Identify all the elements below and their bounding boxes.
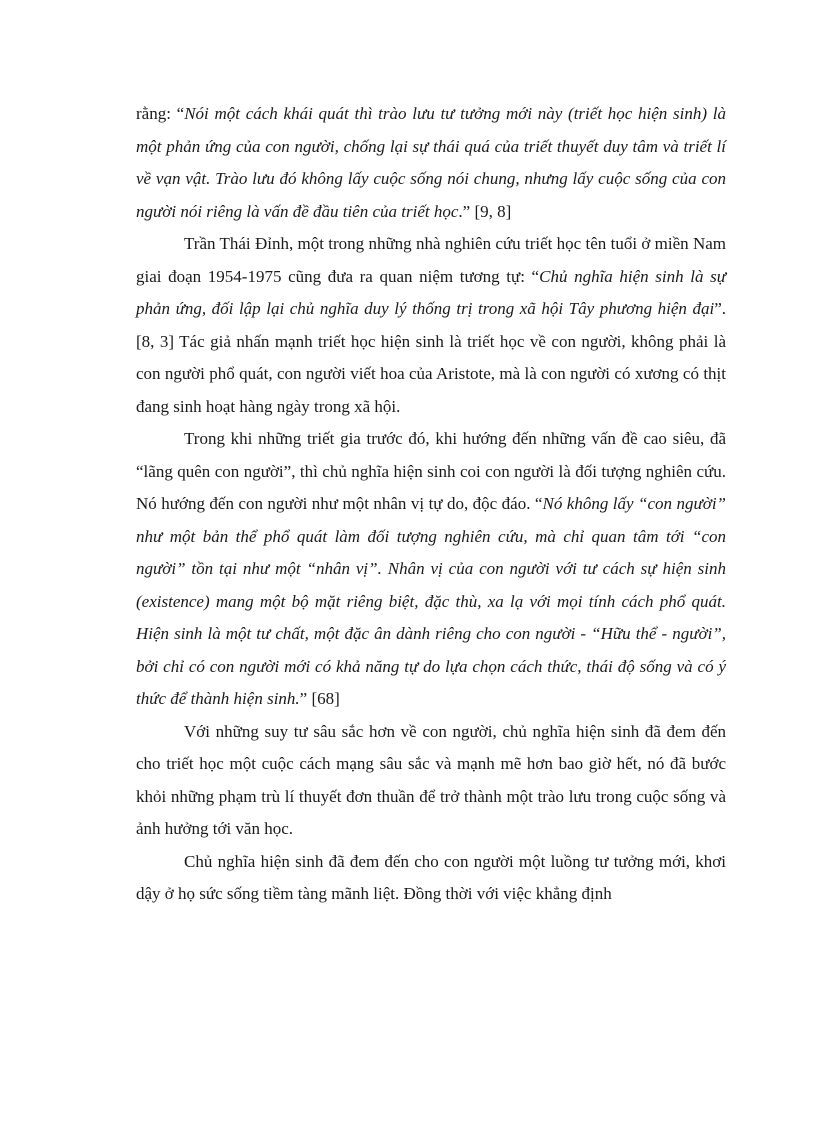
paragraph-1-quote: Nói một cách khái quát thì trào lưu tư tưởng mới này (triết học hiện sinh) là một phản ứng của con người, chống lại sự thái quá của triết thuyết duy tâm và triết lí về vạn vật. Trào lưu đó không lấy cuộc sống nói chung, nhưng lấy cuộc sống của con người nói riêng là vấn đề đầu tiên của triết học (136, 104, 726, 221)
paragraph-1-lead: rằng: “ (136, 104, 185, 123)
paragraph-1-citation: .” [9, 8] (458, 201, 512, 221)
paragraph-3-citation: ” [68] (299, 689, 340, 708)
paragraph-2 (136, 228, 726, 423)
paragraph-2-lead: Trần Thái Đỉnh, một trong những nhà nghiên cứu triết học tên tuổi ở miền Nam giai đoạn 1954-1975 cũng đưa ra quan niệm tương tự: “ (136, 234, 726, 286)
paragraph-1 (136, 98, 726, 228)
paragraph-3-lead: Trong khi những triết gia trước đó, khi hướng đến những vấn đề cao siêu, đã “lãng quên con người”, thì chủ nghĩa hiện sinh coi con người là đối tượng nghiên cứu. Nó hướng đến con người như một nhân vị tự do, độc đáo. “ (136, 429, 726, 513)
paragraph-5: Chủ nghĩa hiện sinh đã đem đến cho con người một luồng tư tưởng mới, khơi dậy ở họ sức sống tiềm tàng mãnh liệt. Đồng thời với việc khẳng định (136, 851, 726, 903)
paragraph-2-quote: Chủ nghĩa hiện sinh là sự phản ứng, đối lập lại chủ nghĩa duy lý thống trị trong xã hội Tây phương hiện đại (136, 266, 726, 318)
paragraph-2-tail: ”. [8, 3] Tác giả nhấn mạnh triết học hiện sinh là triết học về con người, không phải là con người phổ quát, con người viết hoa của Aristote, mà là con người có xương có thịt đang sinh hoạt hàng ngày trong xã hội. (136, 299, 726, 416)
body-text (136, 98, 726, 911)
paragraph-3 (136, 423, 726, 716)
paragraph-3-quote: Nó không lấy “con người” như một bản thể phổ quát làm đối tượng nghiên cứu, mà chỉ quan tâm tới “con người” tồn tại như một “nhân vị”. Nhân vị của con người với tư cách sự hiện sinh (existence) mang một bộ mặt riêng biệt, đặc thù, xa lạ với mọi tính cách phổ quát. Hiện sinh là một tư chất, một đặc ân dành riêng cho con người - “Hữu thể - người”, bởi chỉ có con người mới có khả năng tự do lựa chọn cách thức, thái độ sống và có ý thức để thành hiện sinh. (136, 494, 726, 708)
paragraph-4: Với những suy tư sâu sắc hơn về con người, chủ nghĩa hiện sinh đã đem đến cho triết học một cuộc cách mạng sâu sắc và mạnh mẽ hơn bao giờ hết, nó đã bước khỏi những phạm trù lí thuyết đơn thuần để trở thành một trào lưu trong cuộc sống và ảnh hưởng tới văn học. (136, 721, 726, 838)
